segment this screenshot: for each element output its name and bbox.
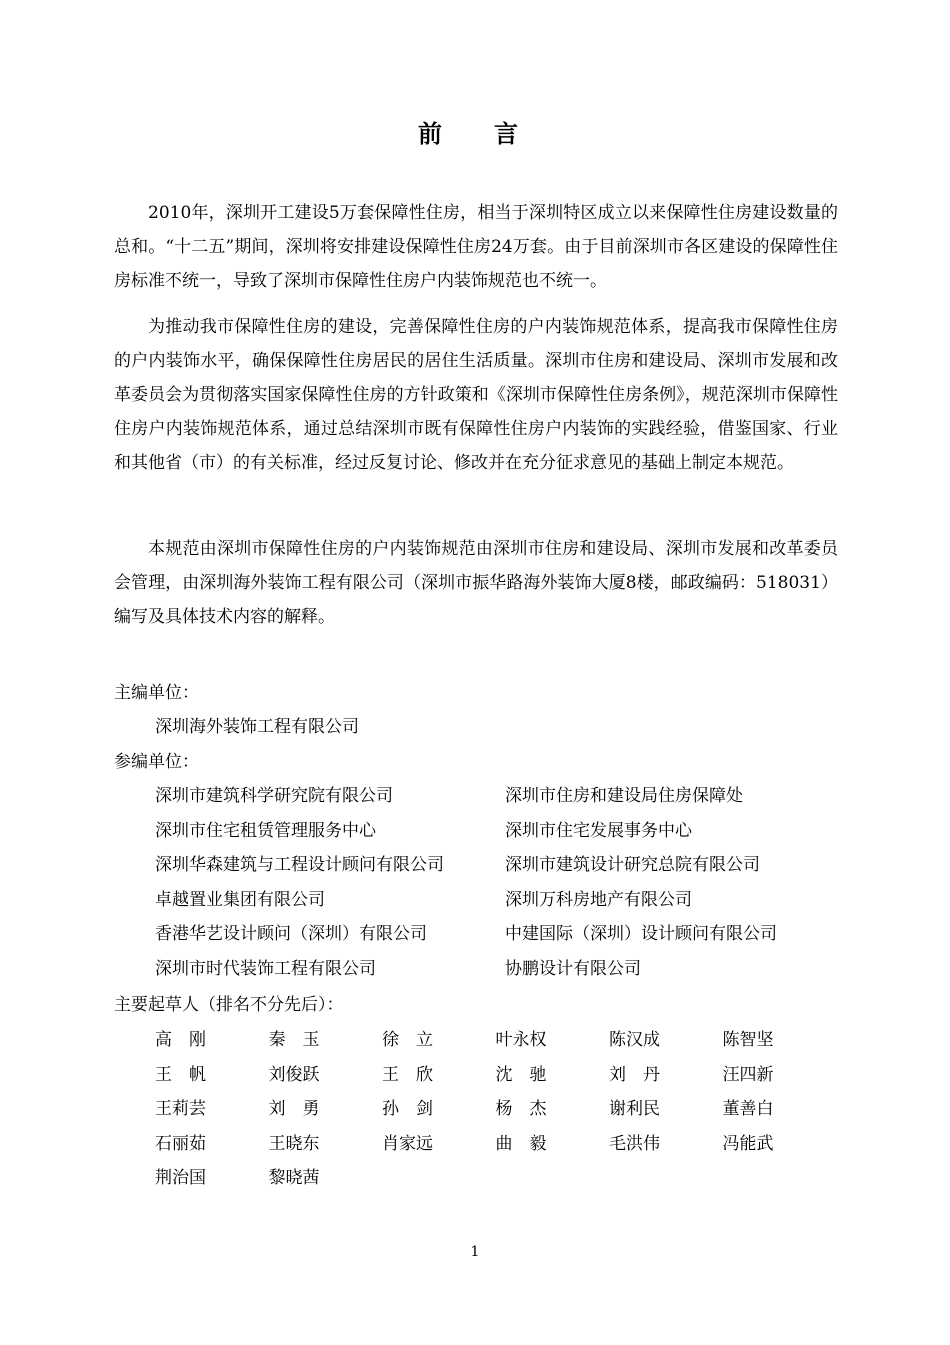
drafter-name: 刘 勇 xyxy=(268,1099,320,1119)
chief-unit: 深圳海外装饰工程有限公司 xyxy=(155,717,359,737)
participating-unit: 深圳市住宅发展事务中心 xyxy=(505,820,692,841)
drafter-name: 冯能武 xyxy=(722,1133,774,1154)
participating-unit: 深圳华森建筑与工程设计顾问有限公司 xyxy=(155,855,444,876)
participating-unit: 中建国际（深圳）设计顾问有限公司 xyxy=(505,924,777,945)
drafter-name: 孙 剑 xyxy=(382,1099,433,1119)
participating-unit: 深圳市住房和建设局住房保障处 xyxy=(505,786,743,806)
drafter-name: 王莉芸 xyxy=(155,1099,206,1119)
drafter-name: 石丽茹 xyxy=(155,1133,206,1154)
drafter-name: 王 欣 xyxy=(382,1064,433,1085)
page-number: 1 xyxy=(470,1244,480,1260)
paragraph-1: 2010年，深圳开工建设5万套保障性住房，相当于深圳特区成立以来保障性住房建设数量的总和。“十二五”期间，深圳将安排建设保障性住房24万套。由于目前深圳市各区建设的保障性住房标准不统一，导致了深圳市保障性住房户内装饰规范也不统一。 xyxy=(114,203,838,291)
drafter-name: 汪四新 xyxy=(722,1064,774,1085)
drafter-name: 陈汉成 xyxy=(609,1030,660,1050)
participating-unit: 香港华艺设计顾问（深圳）有限公司 xyxy=(155,924,427,945)
paragraph-2: 为推动我市保障性住房的建设，完善保障性住房的户内装饰规范体系，提高我市保障性住房的户内装饰水平，确保保障性住房居民的居住生活质量。深圳市住房和建设局、深圳市发展和改革委员会为贯彻落实国家保障性住房的方针政策和《深圳市保障性住房条例》，规范深圳市保障性住房户内装饰规范体系，通过总结深圳市既有保障性住房户内装饰的实践经验，借鉴国家、行业和其他省（市）的有关标准，经过反复讨论、修改并在充分征求意见的基础上制定本规范。 xyxy=(114,317,838,473)
participating-units-list xyxy=(155,779,835,987)
paragraph-3: 本规范由深圳市保障性住房的户内装饰规范由深圳市住房和建设局、深圳市发展和改革委员会管理，由深圳海外装饰工程有限公司（深圳市振华路海外装饰大厦8楼，邮政编码：518031）编写及具体技术内容的解释。 xyxy=(114,539,838,627)
participating-unit: 深圳市时代装饰工程有限公司 xyxy=(155,958,376,979)
drafters-label: 主要起草人（排名不分先后）： xyxy=(114,995,344,1015)
drafters-list xyxy=(155,1023,835,1196)
drafter-name: 叶永权 xyxy=(495,1030,547,1050)
drafter-name: 高 刚 xyxy=(155,1030,206,1050)
participating-unit: 深圳市住宅租赁管理服务中心 xyxy=(155,820,376,841)
participating-unit: 深圳市建筑科学研究院有限公司 xyxy=(155,786,393,806)
chief-unit-label: 主编单位： xyxy=(114,683,199,703)
drafter-name: 沈 驰 xyxy=(495,1064,547,1085)
participating-unit: 深圳万科房地产有限公司 xyxy=(505,889,692,910)
drafter-name: 秦 玉 xyxy=(268,1030,320,1050)
drafter-name: 刘 丹 xyxy=(609,1064,660,1085)
participating-unit: 协鹏设计有限公司 xyxy=(505,958,641,979)
drafter-name: 谢利民 xyxy=(609,1099,660,1119)
participating-units-label: 参编单位： xyxy=(114,752,199,772)
participating-unit: 深圳市建筑设计研究总院有限公司 xyxy=(505,855,760,876)
participating-unit: 卓越置业集团有限公司 xyxy=(155,889,325,910)
drafter-name: 毛洪伟 xyxy=(609,1133,660,1154)
drafter-name: 董善白 xyxy=(722,1099,774,1119)
drafter-name: 王 帆 xyxy=(155,1064,206,1085)
drafter-name: 王晓东 xyxy=(268,1133,320,1154)
drafter-name: 徐 立 xyxy=(382,1030,433,1050)
drafter-name: 陈智坚 xyxy=(722,1030,774,1050)
drafter-name: 刘俊跃 xyxy=(268,1064,320,1085)
drafter-name: 曲 毅 xyxy=(495,1133,547,1154)
drafter-name: 黎晓茜 xyxy=(268,1168,320,1188)
drafter-name: 荆治国 xyxy=(155,1168,206,1188)
drafter-name: 杨 杰 xyxy=(495,1099,547,1119)
page-title: 前 言 xyxy=(418,119,532,148)
drafter-name: 肖家远 xyxy=(382,1133,433,1154)
